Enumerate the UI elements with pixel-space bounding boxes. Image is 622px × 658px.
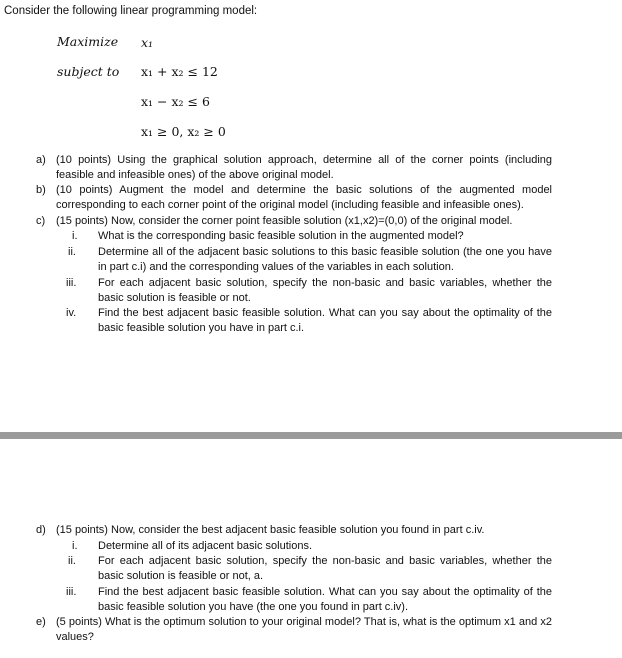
part-marker: c)	[36, 215, 46, 227]
sub-marker: iii.	[66, 586, 77, 598]
part-marker: a)	[36, 154, 46, 166]
page-break-divider	[0, 432, 622, 439]
part-text: (15 points) Now, consider the best adjacent basic feasible solution you found in part c.iv.	[56, 524, 485, 536]
sub-text: For each adjacent basic solution, specify the non-basic and basic variables, whether the basic solution is feasible or not.	[98, 277, 552, 304]
part-a	[36, 153, 552, 183]
part-c-sub-i	[72, 229, 552, 244]
part-text: (10 points) Using the graphical solution approach, determine all of the corner points (including feasible and infeasible ones) of the above original model.	[56, 154, 552, 181]
constraint-nonnegativity: x₁ ≥ 0, x₂ ≥ 0	[141, 124, 226, 139]
part-marker: b)	[36, 184, 46, 196]
part-c-sub-iii	[66, 276, 552, 306]
part-marker: e)	[36, 616, 46, 628]
part-marker: d)	[36, 524, 46, 536]
objective-expression: x₁	[141, 35, 154, 50]
sub-text: Find the best adjacent basic feasible solution. What can you say about the optimality of the basic feasible solution you have in part c.i.	[98, 307, 552, 334]
sub-text: Find the best adjacent basic feasible solution. What can you say about the optimality of the basic feasible solution you have (the one you found in part c.iv).	[98, 586, 552, 613]
sub-marker: iii.	[66, 277, 77, 289]
part-c-sub-iv	[66, 306, 552, 336]
objective-label: Maximize	[57, 34, 119, 49]
part-d-sub-iii	[66, 585, 552, 615]
sub-text: For each adjacent basic solution, specify the non-basic and basic variables, whether the basic solution is feasible or not, a.	[98, 555, 552, 582]
constraint-1: x₁ + x₂ ≤ 12	[141, 64, 218, 79]
sub-text: Determine all of its adjacent basic solutions.	[98, 540, 312, 552]
sub-marker: iv.	[66, 307, 77, 319]
sub-marker: ii.	[68, 246, 76, 258]
part-d-sub-ii	[68, 554, 552, 584]
part-text: (10 points) Augment the model and determine the basic solutions of the augmented model corresponding to each corner point of the original model (including feasible and infeasible ones).	[56, 184, 552, 211]
part-c-sub-ii	[68, 245, 552, 275]
sub-text: What is the corresponding basic feasible solution in the augmented model?	[98, 230, 464, 242]
part-d-sub-i	[72, 539, 552, 554]
part-c	[36, 214, 552, 229]
part-text: (5 points) What is the optimum solution to your original model? That is, what is the optimum x1 and x2 values?	[56, 616, 552, 643]
part-text: (15 points) Now, consider the corner point feasible solution (x1,x2)=(0,0) of the original model.	[56, 215, 513, 227]
part-d	[36, 523, 552, 538]
intro-text: Consider the following linear programming model:	[4, 5, 258, 17]
constraint-label: subject to	[57, 64, 120, 79]
part-e	[36, 615, 552, 645]
sub-marker: ii.	[68, 555, 76, 567]
sub-text: Determine all of the adjacent basic solutions to this basic feasible solution (the one you have in part c.i) and the corresponding values of the variables in each solution.	[98, 246, 552, 273]
part-b	[36, 183, 552, 213]
sub-marker: i.	[72, 540, 78, 552]
sub-marker: i.	[72, 230, 78, 242]
constraint-2: x₁ − x₂ ≤ 6	[141, 94, 210, 109]
